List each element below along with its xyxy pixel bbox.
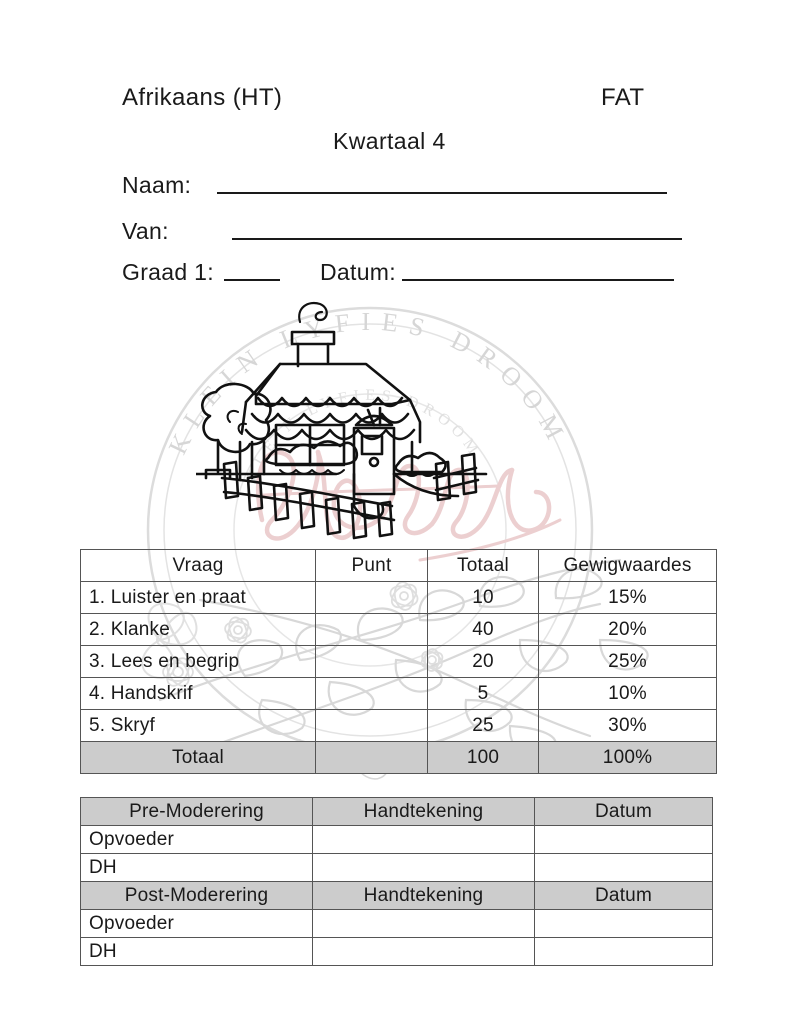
pre-moderation-label: Pre-Moderering <box>81 798 313 826</box>
gewig-cell: 15% <box>539 582 717 614</box>
smoke <box>299 303 327 322</box>
pre-date-cell[interactable] <box>535 854 713 882</box>
roof-left-edge <box>242 402 246 432</box>
post-date-header: Datum <box>535 882 713 910</box>
table-row <box>81 582 717 614</box>
thatch-row-3 <box>246 430 414 439</box>
totaal-cell: 10 <box>428 582 539 614</box>
totaal-cell: 20 <box>428 646 539 678</box>
table-row <box>81 826 713 854</box>
watermark-outer-text: KLEIN LYFIES DROOM <box>162 306 575 459</box>
post-moderation-label: Post-Moderering <box>81 882 313 910</box>
post-row-label: Opvoeder <box>81 910 313 938</box>
post-moderation-header-row <box>81 882 713 910</box>
tree-canopy <box>202 384 270 452</box>
pre-date-header: Datum <box>535 798 713 826</box>
punt-cell[interactable] <box>316 614 428 646</box>
pre-signature-header: Handtekening <box>313 798 535 826</box>
name-input-line[interactable] <box>217 192 667 194</box>
total-punt-cell[interactable] <box>316 742 428 774</box>
chimney-cap <box>292 332 334 344</box>
table-row <box>81 854 713 882</box>
post-date-cell[interactable] <box>535 910 713 938</box>
house-illustration <box>196 292 536 542</box>
totaal-cell: 25 <box>428 710 539 742</box>
name-label: Naam: <box>122 172 192 198</box>
table-row <box>81 910 713 938</box>
marks-table <box>80 549 717 774</box>
name-field-row <box>122 174 667 197</box>
grade-label: Graad 1: <box>122 259 214 285</box>
punt-cell[interactable] <box>316 646 428 678</box>
tree-detail-1 <box>228 411 238 422</box>
pre-date-cell[interactable] <box>535 826 713 854</box>
subject-title: Afrikaans (HT) <box>122 84 283 111</box>
moderation-table <box>80 797 713 966</box>
table-row <box>81 614 717 646</box>
punt-cell[interactable] <box>316 582 428 614</box>
row-label: 2. Klanke <box>81 614 316 646</box>
marks-table-header-row <box>81 550 717 582</box>
marks-table-total-row <box>81 742 717 774</box>
post-row-label: DH <box>81 938 313 966</box>
totaal-cell: 40 <box>428 614 539 646</box>
date-label: Datum: <box>320 259 396 285</box>
pre-row-label: Opvoeder <box>81 826 313 854</box>
column-header-totaal: Totaal <box>428 550 539 582</box>
punt-cell[interactable] <box>316 710 428 742</box>
surname-field-row <box>122 220 682 243</box>
tree-post <box>206 442 230 478</box>
grade-field-row <box>122 261 280 284</box>
pre-signature-cell[interactable] <box>313 854 535 882</box>
post-signature-cell[interactable] <box>313 910 535 938</box>
column-header-punt: Punt <box>316 550 428 582</box>
date-input-line[interactable] <box>402 279 674 281</box>
table-row <box>81 678 717 710</box>
total-gewig-cell: 100% <box>539 742 717 774</box>
pre-row-label: DH <box>81 854 313 882</box>
gewig-cell: 10% <box>539 678 717 710</box>
total-totaal-cell: 100 <box>428 742 539 774</box>
pre-moderation-header-row <box>81 798 713 826</box>
row-label: 3. Lees en begrip <box>81 646 316 678</box>
door-knob <box>370 458 378 466</box>
post-date-cell[interactable] <box>535 938 713 966</box>
gewig-cell: 20% <box>539 614 717 646</box>
row-label: 5. Skryf <box>81 710 316 742</box>
roof-top <box>256 364 410 404</box>
punt-cell[interactable] <box>316 678 428 710</box>
post-signature-cell[interactable] <box>313 938 535 966</box>
column-header-vraag: Vraag <box>81 550 316 582</box>
table-row <box>81 710 717 742</box>
pre-signature-cell[interactable] <box>313 826 535 854</box>
column-header-gewigwaardes: Gewigwaardes <box>539 550 717 582</box>
surname-label: Van: <box>122 218 169 244</box>
gewig-cell: 25% <box>539 646 717 678</box>
total-label: Totaal <box>81 742 316 774</box>
term-title: Kwartaal 4 <box>333 128 446 154</box>
table-row <box>81 938 713 966</box>
surname-input-line[interactable] <box>232 238 682 240</box>
watermark-inner-text: KLEIN LYFIES DROOM <box>243 386 485 485</box>
row-label: 1. Luister en praat <box>81 582 316 614</box>
gewig-cell: 30% <box>539 710 717 742</box>
totaal-cell: 5 <box>428 678 539 710</box>
row-label: 4. Handskrif <box>81 678 316 710</box>
date-field-row <box>320 261 674 284</box>
assessment-code: FAT <box>601 84 645 111</box>
picket-fence <box>222 454 478 538</box>
post-signature-header: Handtekening <box>313 882 535 910</box>
grade-input-line[interactable] <box>224 279 280 281</box>
table-row <box>81 646 717 678</box>
wall-sides <box>264 442 412 474</box>
